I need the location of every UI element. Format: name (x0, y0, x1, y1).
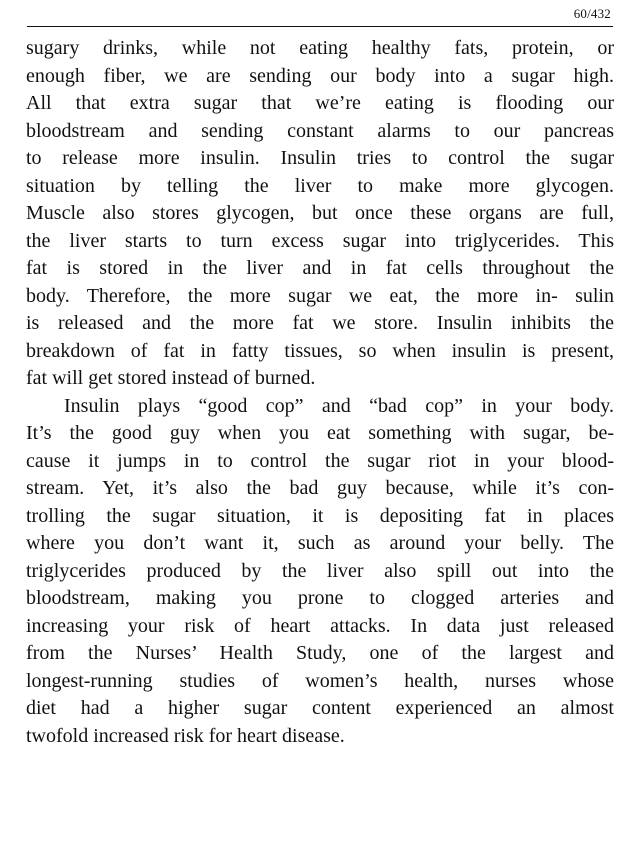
header-rule (27, 26, 613, 27)
text-line: situation by telling the liver to make more glycogen. (26, 174, 614, 197)
text-line: the liver starts to turn excess sugar into triglycerides. This (26, 229, 614, 252)
text-line: breakdown of fat in fatty tissues, so when insulin is present, (26, 339, 614, 362)
page-number: 60/432 (573, 6, 611, 21)
text-line: diet had a higher sugar content experienced an almost (26, 697, 614, 719)
text-line: from the Nurses’ Health Study, one of the largest and (26, 642, 614, 664)
text-line: cause it jumps in to control the sugar riot in your blood- (26, 449, 614, 472)
text-line: bloodstream and sending constant alarms to our pancreas (26, 119, 614, 142)
text-line: trolling the sugar situation, it is depositing fat in places (26, 504, 614, 527)
paragraph (26, 35, 614, 393)
body-text (26, 35, 614, 750)
text-line: longest-running studies of women’s health, nurses whose (26, 669, 614, 692)
text-line: twofold increased risk for heart disease. (26, 724, 345, 747)
text-line: All that extra sugar that we’re eating is flooding our (26, 92, 614, 114)
text-line: bloodstream, making you prone to clogged arteries and (26, 587, 614, 609)
text-line: stream. Yet, it’s also the bad guy because, while it’s con- (26, 477, 614, 499)
text-line: Muscle also stores glycogen, but once these organs are full, (26, 202, 614, 224)
paragraph (26, 393, 614, 751)
text-line: where you don’t want it, such as around your belly. The (26, 532, 614, 554)
text-line: increasing your risk of heart attacks. In data just released (26, 614, 614, 637)
text-line: enough fiber, we are sending our body into a sugar high. (26, 64, 614, 87)
text-line: to release more insulin. Insulin tries to control the sugar (26, 147, 614, 169)
text-line: sugary drinks, while not eating healthy fats, protein, or (26, 37, 614, 59)
text-line: Insulin plays “good cop” and “bad cop” in your body. (64, 394, 614, 417)
text-line: fat is stored in the liver and in fat cells throughout the (26, 257, 614, 279)
text-line: It’s the good guy when you eat something with sugar, be- (26, 422, 614, 444)
text-line: triglycerides produced by the liver also spill out into the (26, 559, 614, 582)
text-line: is released and the more fat we store. Insulin inhibits the (26, 312, 614, 334)
text-line: fat will get stored instead of burned. (26, 367, 316, 389)
text-line: body. Therefore, the more sugar we eat, the more in- sulin (26, 284, 614, 307)
page-header (0, 0, 638, 30)
